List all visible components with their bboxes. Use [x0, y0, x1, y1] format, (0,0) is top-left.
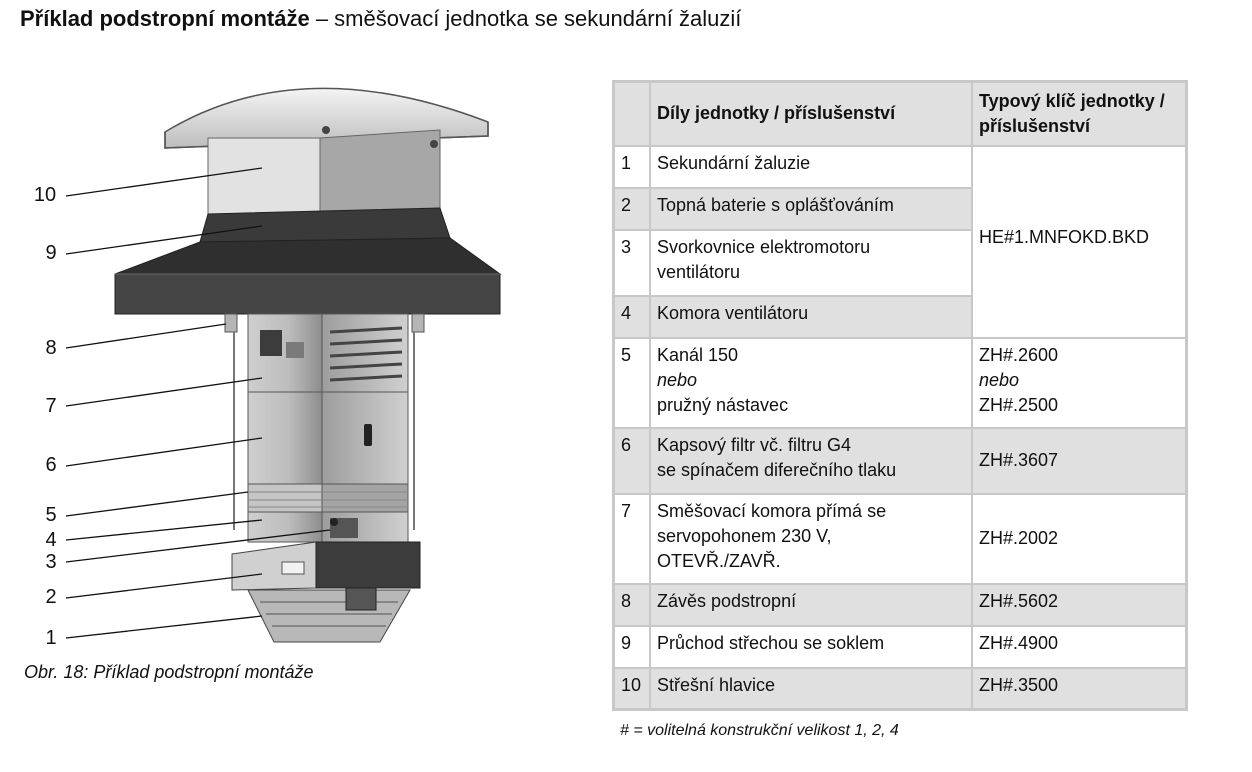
row-part-line: Kanál 150	[657, 344, 739, 365]
header-code	[972, 82, 1187, 146]
bag-filter	[248, 392, 408, 484]
row-code	[972, 428, 1187, 494]
header-number	[614, 82, 651, 146]
row-part: Průchod střechou se soklem	[650, 626, 972, 668]
mixing-chamber	[248, 314, 408, 392]
table-row	[614, 428, 1187, 494]
table-row	[614, 146, 1187, 188]
row-part-line: Kapsový filtr vč. filtru G4	[657, 434, 852, 455]
table-footnote: # = volitelná konstrukční velikost 1, 2, 4	[620, 722, 899, 739]
row-part-line: nebo	[657, 369, 698, 390]
table-row	[614, 626, 1187, 668]
row-part	[650, 428, 972, 494]
row-number: 9	[614, 626, 651, 668]
roof-hood	[165, 88, 488, 214]
row-part-line: se spínačem diferečního tlaku	[657, 459, 897, 480]
table-header-row	[614, 82, 1187, 146]
callout-1: 1	[45, 627, 57, 649]
header-part: Díly jednotky / příslušenství	[650, 82, 972, 146]
row-code-line: nebo	[979, 369, 1020, 390]
row-number: 6	[614, 428, 651, 494]
row-part: Sekundární žaluzie	[650, 146, 972, 188]
merged-type-code	[972, 146, 1187, 338]
table-row	[614, 494, 1187, 584]
row-number: 3	[614, 230, 651, 296]
row-number: 1	[614, 146, 651, 188]
parts-table	[612, 80, 1188, 711]
table-row	[614, 668, 1187, 710]
callout-6: 6	[45, 454, 57, 476]
callout-8: 8	[45, 337, 57, 359]
header-code-line1: Typový klíč jednotky /	[979, 90, 1165, 111]
row-part: Topná baterie s oplášťováním	[650, 188, 972, 230]
table-row	[614, 584, 1187, 626]
duct-section	[248, 484, 408, 512]
callout-5: 5	[45, 504, 57, 526]
row-part-line: Směšovací komora přímá se	[657, 500, 887, 521]
row-code: ZH#.5602	[972, 584, 1187, 626]
type-code-value: HE#1.MNFOKD.BKD	[979, 226, 1150, 247]
row-code	[972, 494, 1187, 584]
row-code-line: ZH#.3607	[979, 450, 1059, 470]
row-part	[650, 338, 972, 428]
row-number: 7	[614, 494, 651, 584]
roof-passage	[115, 208, 500, 314]
row-part	[650, 230, 972, 296]
row-code-line: ZH#.2600	[979, 344, 1059, 365]
row-code: ZH#.4900	[972, 626, 1187, 668]
callout-3: 3	[45, 551, 57, 573]
row-code-line: ZH#.2002	[979, 528, 1059, 548]
row-part-line: Svorkovnice elektromotoru	[657, 236, 871, 257]
row-number: 5	[614, 338, 651, 428]
title-bold: Příklad podstropní montáže	[20, 6, 310, 31]
row-number: 4	[614, 296, 651, 338]
row-number: 2	[614, 188, 651, 230]
figure-caption: Obr. 18: Příklad podstropní montáže	[24, 662, 314, 682]
row-code	[972, 338, 1187, 428]
table-row	[614, 338, 1187, 428]
header-code-line2: příslušenství	[979, 115, 1091, 136]
callout-7: 7	[45, 395, 57, 417]
row-part: Komora ventilátoru	[650, 296, 972, 338]
row-code: ZH#.3500	[972, 668, 1187, 710]
callout-9: 9	[45, 242, 57, 264]
title-rest: – směšovací jednotka se sekundární žaluzií	[309, 6, 742, 31]
callout-10: 10	[33, 184, 57, 206]
heating-coil	[232, 542, 420, 590]
row-part-line: OTEVŘ./ZAVŘ.	[657, 550, 781, 571]
row-part-line: servopohonem 230 V,	[657, 525, 832, 546]
row-number: 8	[614, 584, 651, 626]
row-part: Střešní hlavice	[650, 668, 972, 710]
row-part-line: ventilátoru	[657, 261, 741, 282]
unit-illustration	[0, 60, 560, 660]
row-part-line: pružný nástavec	[657, 394, 789, 415]
row-code-line: ZH#.2500	[979, 394, 1059, 415]
row-number: 10	[614, 668, 651, 710]
callout-4: 4	[45, 529, 57, 551]
page-title	[20, 6, 741, 32]
callout-2: 2	[45, 586, 57, 608]
row-part: Závěs podstropní	[650, 584, 972, 626]
row-part	[650, 494, 972, 584]
secondary-louvre	[248, 588, 410, 642]
